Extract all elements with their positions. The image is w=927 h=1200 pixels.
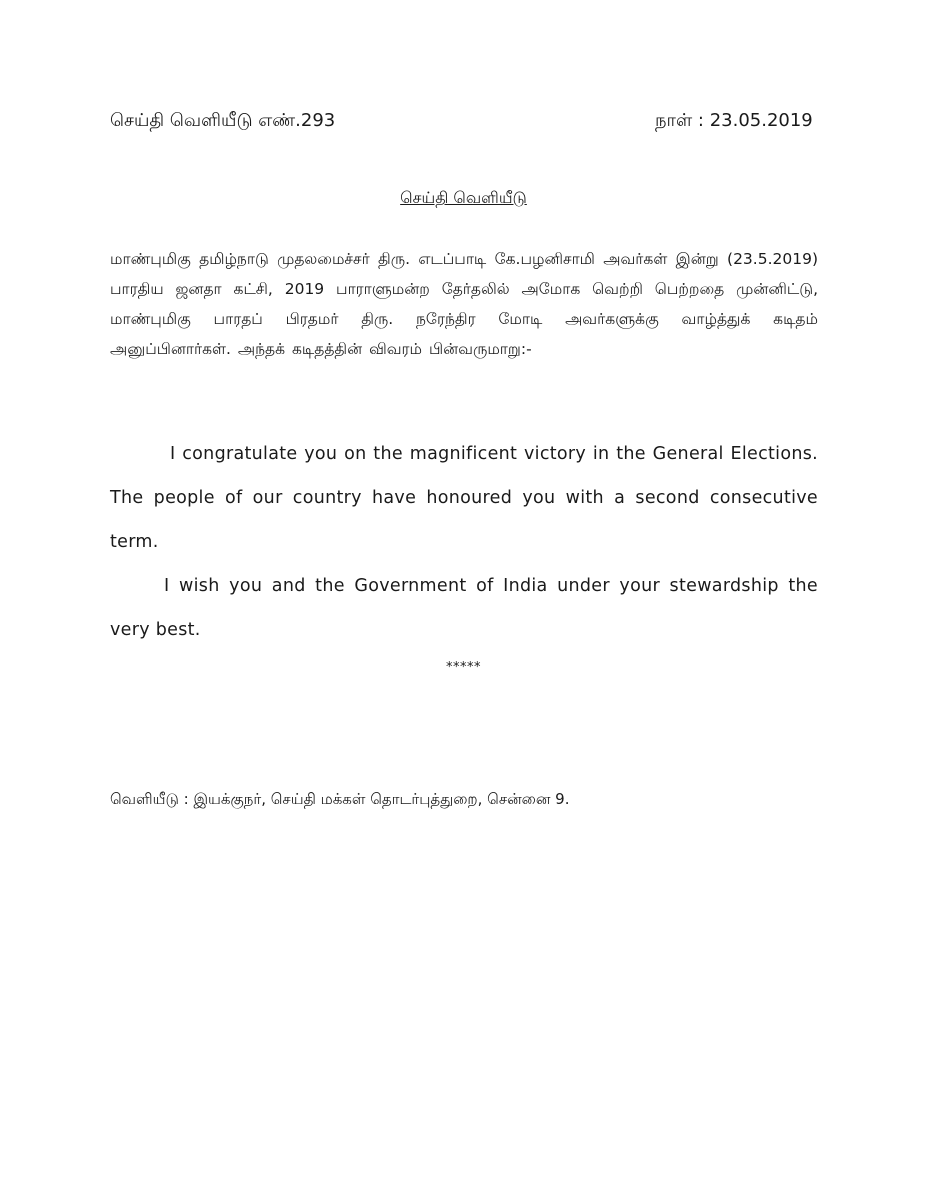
release-date: நாள் : 23.05.2019 [655, 110, 813, 131]
release-number: செய்தி வெளியீடு எண்.293 [110, 110, 336, 131]
page-title: செய்தி வெளியீடு [400, 188, 527, 207]
tamil-intro-paragraph: மாண்புமிகு தமிழ்நாடு முதலமைச்சர் திரு. எடப்பாடி கே.பழனிசாமி அவர்கள் இன்று (23.5.2019) பாரதிய ஜனதா கட்சி, 2019 பாராளுமன்ற தேர்தலில் அமோக வெற்றி பெற்றதை முன்னிட்டு, மாண்புமிகு பாரதப் பிரதமர் திரு. நரேந்திர மோடி அவர்களுக்கு வாழ்த்துக் கடிதம் அனுப்பினார்கள். அந்தக் கடிதத்தின் விவரம் பின்வருமாறு:- [110, 250, 818, 358]
section-separator: ***** [446, 660, 481, 675]
letter-paragraph-2: I wish you and the Government of India under your stewardship the very best. [110, 576, 818, 640]
issuer-footer: வெளியீடு : இயக்குநர், செய்தி மக்கள் தொடர்புத்துறை, சென்னை 9. [110, 790, 570, 808]
letter-paragraph-1: I congratulate you on the magnificent victory in the General Elections. The people of our country have honoured you with a second consecutive term. [110, 444, 818, 552]
